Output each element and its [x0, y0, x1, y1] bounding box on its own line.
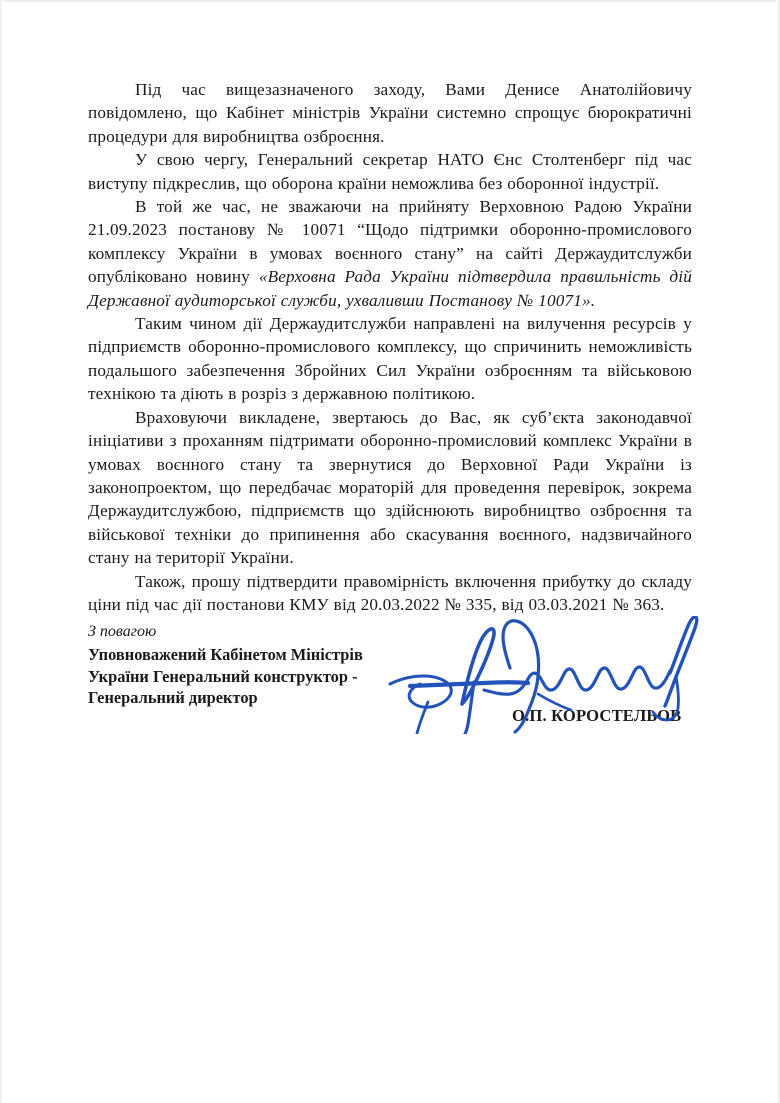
document-body: [88, 78, 692, 616]
signer-title-line-2: України Генеральний конструктор -: [88, 666, 358, 686]
signer-name: О.П. КОРОСТЕЛЬОВ: [512, 706, 682, 725]
paragraph-2: У свою чергу, Генеральний секретар НАТО Єнс Столтенберг під час виступу підкреслив, що оборона країни неможлива без оборонної індустрії.: [88, 150, 692, 193]
signer-title-line-1: Уповноважений Кабінетом Міністрів: [88, 645, 363, 664]
paragraph-5: Враховуючи викладене, звертаюсь до Вас, як суб’єкта законодавчої ініціативи з проханням підтримати оборонно-промисловий комплекс України в умовах воєнного стану та звернутися до Верховної Ради України із законопроектом, що передбачає мораторій для проведення перевірок, зокрема Держаудитслужбою, підприємств що здійснюють виробництво озброєння та військової техніки до припинення або скасування воєнного, надзвичайного стану на території України.: [88, 407, 692, 568]
scan-edge-top: [0, 0, 780, 3]
regards-line: З повагою: [88, 623, 157, 640]
paragraph-3-quote: «Верховна Рада України підтвердила правильність дій Державної аудиторської служби, ухваливши Постанову № 10071».: [88, 267, 692, 310]
signer-title-line-3: Генеральний директор: [88, 688, 258, 707]
signer-title-rows: [88, 644, 692, 725]
paragraph-6: Також, прошу підтвердити правомірність включення прибутку до складу ціни під час дії постанови КМУ від 20.03.2022 № 335, від 03.03.2021 № 363.: [88, 571, 692, 614]
paragraph-1: Під час вищезазначеного заходу, Вами Денисе Анатолійовичу повідомлено, що Кабінет міністрів України системно спрощує бюрократичні процедури для виробництва озброєння.: [88, 80, 692, 146]
paragraph-3-lead: В той же час, не зважаючи на прийняту Верховною Радою України 21.09.2023 постанову № 10071 “Щодо підтримки оборонно-промислового комплексу України в умовах воєнного стану” на сайті Держаудитслужби опубліковано новину: [88, 197, 692, 287]
scan-edge-left: [0, 0, 3, 1103]
paragraph-4: Таким чином дії Держаудитслужби направлені на вилучення ресурсів у підприємств оборонно-промислового комплексу, що спричинить неможливість подальшого забезпечення Збройних Сил України озброєнням та військовою технікою та діють в розріз з державною політикою.: [88, 314, 692, 404]
scan-edge-right: [776, 0, 780, 1103]
paragraph-3: [88, 195, 692, 312]
signature-block: [88, 622, 692, 725]
